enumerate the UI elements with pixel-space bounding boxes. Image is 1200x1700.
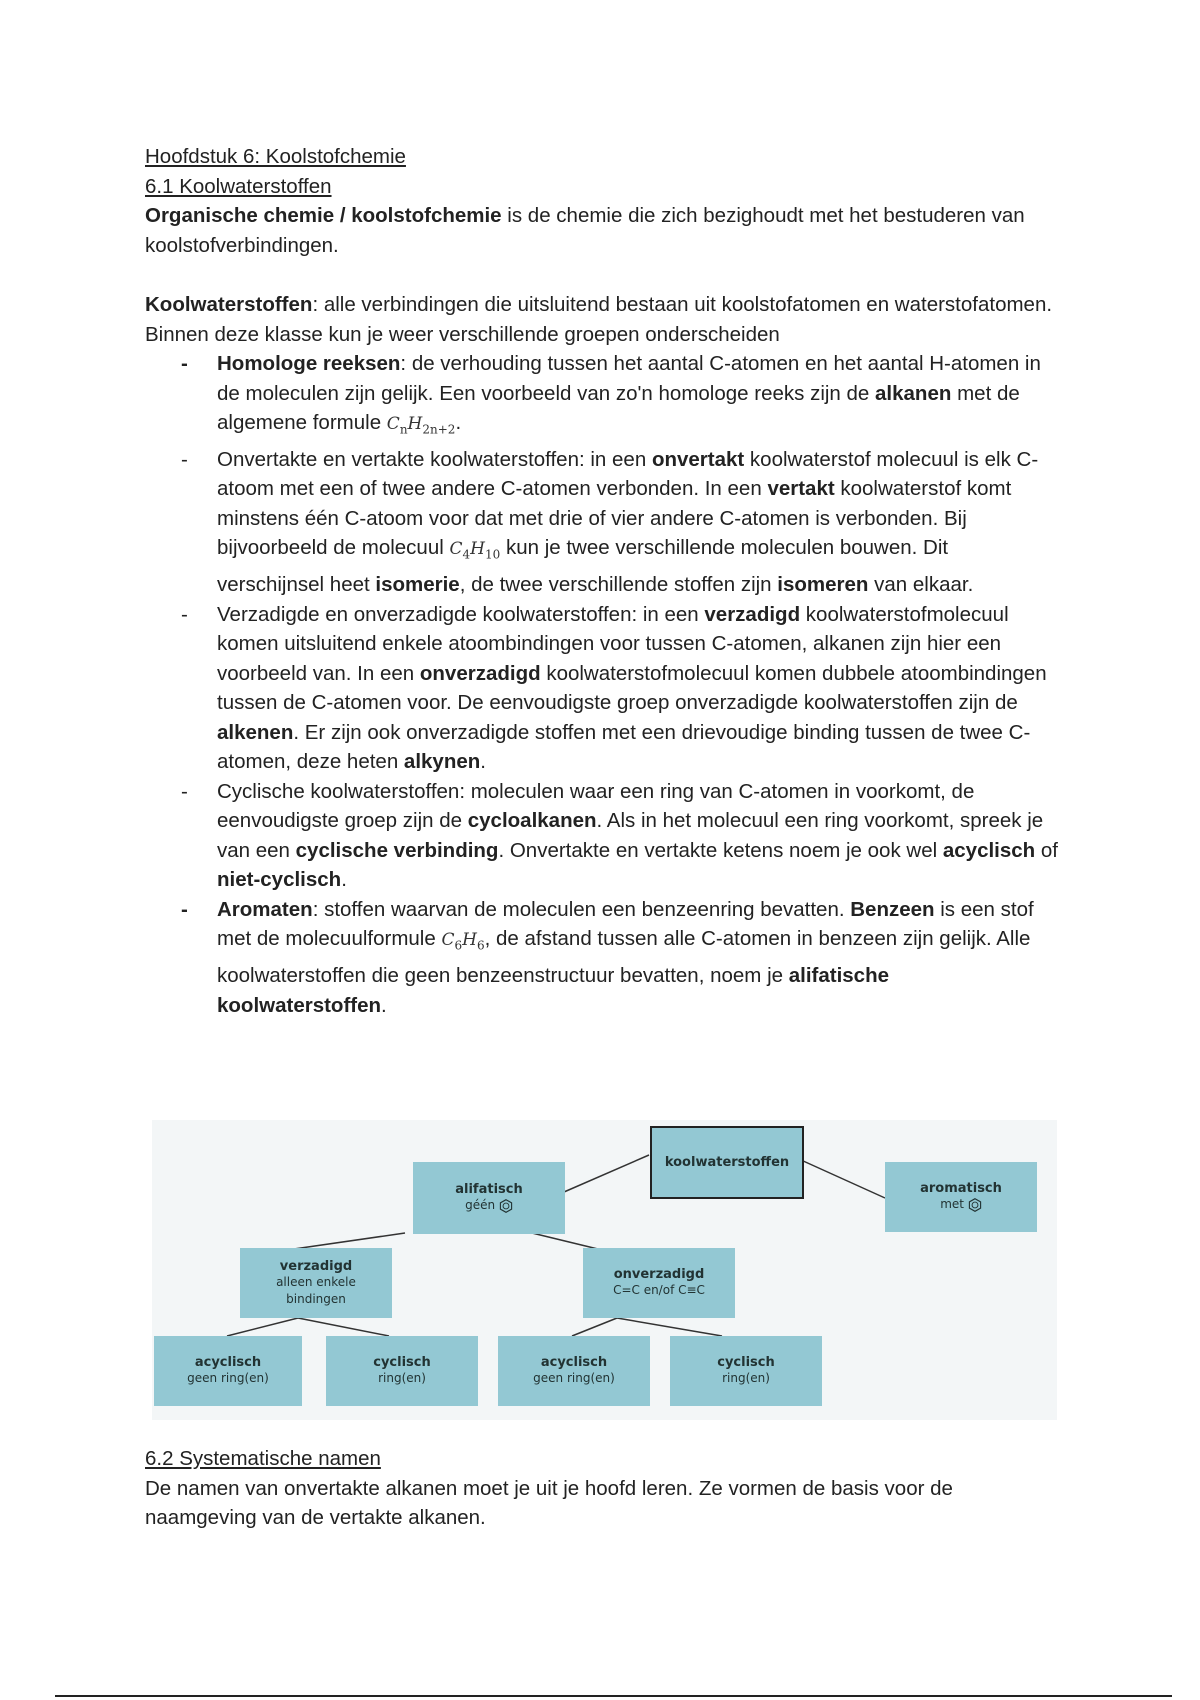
bullet-dash: - [181, 602, 188, 626]
bullet-dash: - [181, 352, 188, 375]
document-body [145, 142, 1060, 1020]
box-aromatisch: aromatisch met [885, 1162, 1037, 1232]
box-onverzadigd: onverzadigd C=C en/of C≡C [583, 1248, 735, 1318]
list-item: - Verzadigde en onverzadigde koolwaterstoffen: in een verzadigd koolwaterstofmolecuul komen uitsluitend enkele atoombindingen voor tussen C-atomen, alkanen zijn hier een voorbeeld van. In een onverzadigd koolwaterstofmolecuul komen dubbele atoombindingen tussen de C-atomen voor. De eenvoudigste groep onverzadigde koolwaterstoffen zijn de alkenen. Er zijn ook onverzadigde stoffen met een drievoudige binding tussen de twee C-atomen, deze heten alkynen. [145, 600, 1060, 777]
paragraph-koolwaterstoffen: Koolwaterstoffen: alle verbindingen die uitsluitend bestaan uit koolstofatomen en waterstofatomen. [145, 293, 1053, 316]
list-item: - Cyclische koolwaterstoffen: moleculen waar een ring van C-atomen in voorkomt, de eenvoudigste groep zijn de cycloalkanen. Als in het molecuul een ring voorkomt, spreek je van een cyclische verbinding. Onvertakte en vertakte ketens noem je ook wel acyclisch of niet-cyclisch. [145, 777, 1060, 895]
formula-alkanen: $C_nH_{2n+2}$ [386, 414, 456, 437]
bullet-dash: - [181, 447, 188, 471]
section-6-2 [145, 1444, 1060, 1533]
chapter-title: Hoofdstuk 6: Koolstofchemie [145, 145, 406, 168]
classification-diagram [152, 1120, 1057, 1420]
box-alifatisch: alifatisch géén [413, 1162, 565, 1234]
paragraph-systematische-namen: De namen van onvertakte alkanen moet je uit je hoofd leren. Ze vormen de basis voor de naamgeving van de vertakte alkanen. [145, 1476, 953, 1529]
bullet-dash: - [181, 897, 188, 921]
page-bottom-rule [55, 1695, 1172, 1697]
list-item: - Onvertakte en vertakte koolwaterstoffen: in een onvertakt koolwaterstof molecuul is elk C-atoom met een of twee andere C-atomen verbonden. In een vertakt koolwaterstof komt minstens één C-atoom voor dat met drie of vier andere C-atomen is verbonden. Bij bijvoorbeeld de molecuul $C_4H_{10}$ kun je twee verschillende moleculen bouwen. Dit verschijnsel heet isomerie, de twee verschillende stoffen zijn isomeren van elkaar. [145, 445, 1060, 600]
term-organische-chemie: Organische chemie / koolstofchemie [145, 204, 502, 227]
paragraph-intro-groepen: Binnen deze klasse kun je weer verschillende groepen onderscheiden [145, 322, 780, 346]
paragraph-organische-chemie: Organische chemie / koolstofchemie is de chemie die zich bezighoudt met het bestuderen van koolstofverbindingen. [145, 204, 1025, 257]
bullet-dash: - [181, 779, 188, 803]
box-cyclisch-onverzadigd: cyclisch ring(en) [670, 1336, 822, 1406]
formula-c4h10: $C_4H_{10}$ [449, 539, 501, 562]
box-acyclisch-verzadigd: acyclisch geen ring(en) [154, 1336, 302, 1406]
list-item: - Homologe reeksen: de verhouding tussen het aantal C-atomen en het aantal H-atomen in de moleculen zijn gelijk. Een voorbeeld van zo'n homologe reeks zijn de alkanen met de algemene formule $C_nH_{2n+2}$. [145, 349, 1060, 445]
list-item: - Aromaten: stoffen waarvan de moleculen een benzeenring bevatten. Benzeen is een stof met de molecuulformule $C_6H_6$, de afstand tussen alle C-atomen in benzeen zijn gelijk. Alle koolwaterstoffen die geen benzeenstructuur bevatten, noem je alifatische koolwaterstoffen. [145, 895, 1060, 1020]
formula-c6h6: $C_6H_6$ [441, 930, 485, 953]
benzene-ring-icon [968, 1198, 982, 1212]
bullet-list [145, 349, 1060, 1020]
box-cyclisch-verzadigd: cyclisch ring(en) [326, 1336, 478, 1406]
term-koolwaterstoffen: Koolwaterstoffen [145, 293, 313, 316]
box-koolwaterstoffen: koolwaterstoffen [650, 1126, 804, 1199]
section-title-6-1: 6.1 Koolwaterstoffen [145, 174, 332, 198]
box-acyclisch-onverzadigd: acyclisch geen ring(en) [498, 1336, 650, 1406]
box-verzadigd: verzadigd alleen enkele bindingen [240, 1248, 392, 1318]
section-title-6-2: 6.2 Systematische namen [145, 1447, 381, 1470]
benzene-ring-icon [499, 1199, 513, 1213]
